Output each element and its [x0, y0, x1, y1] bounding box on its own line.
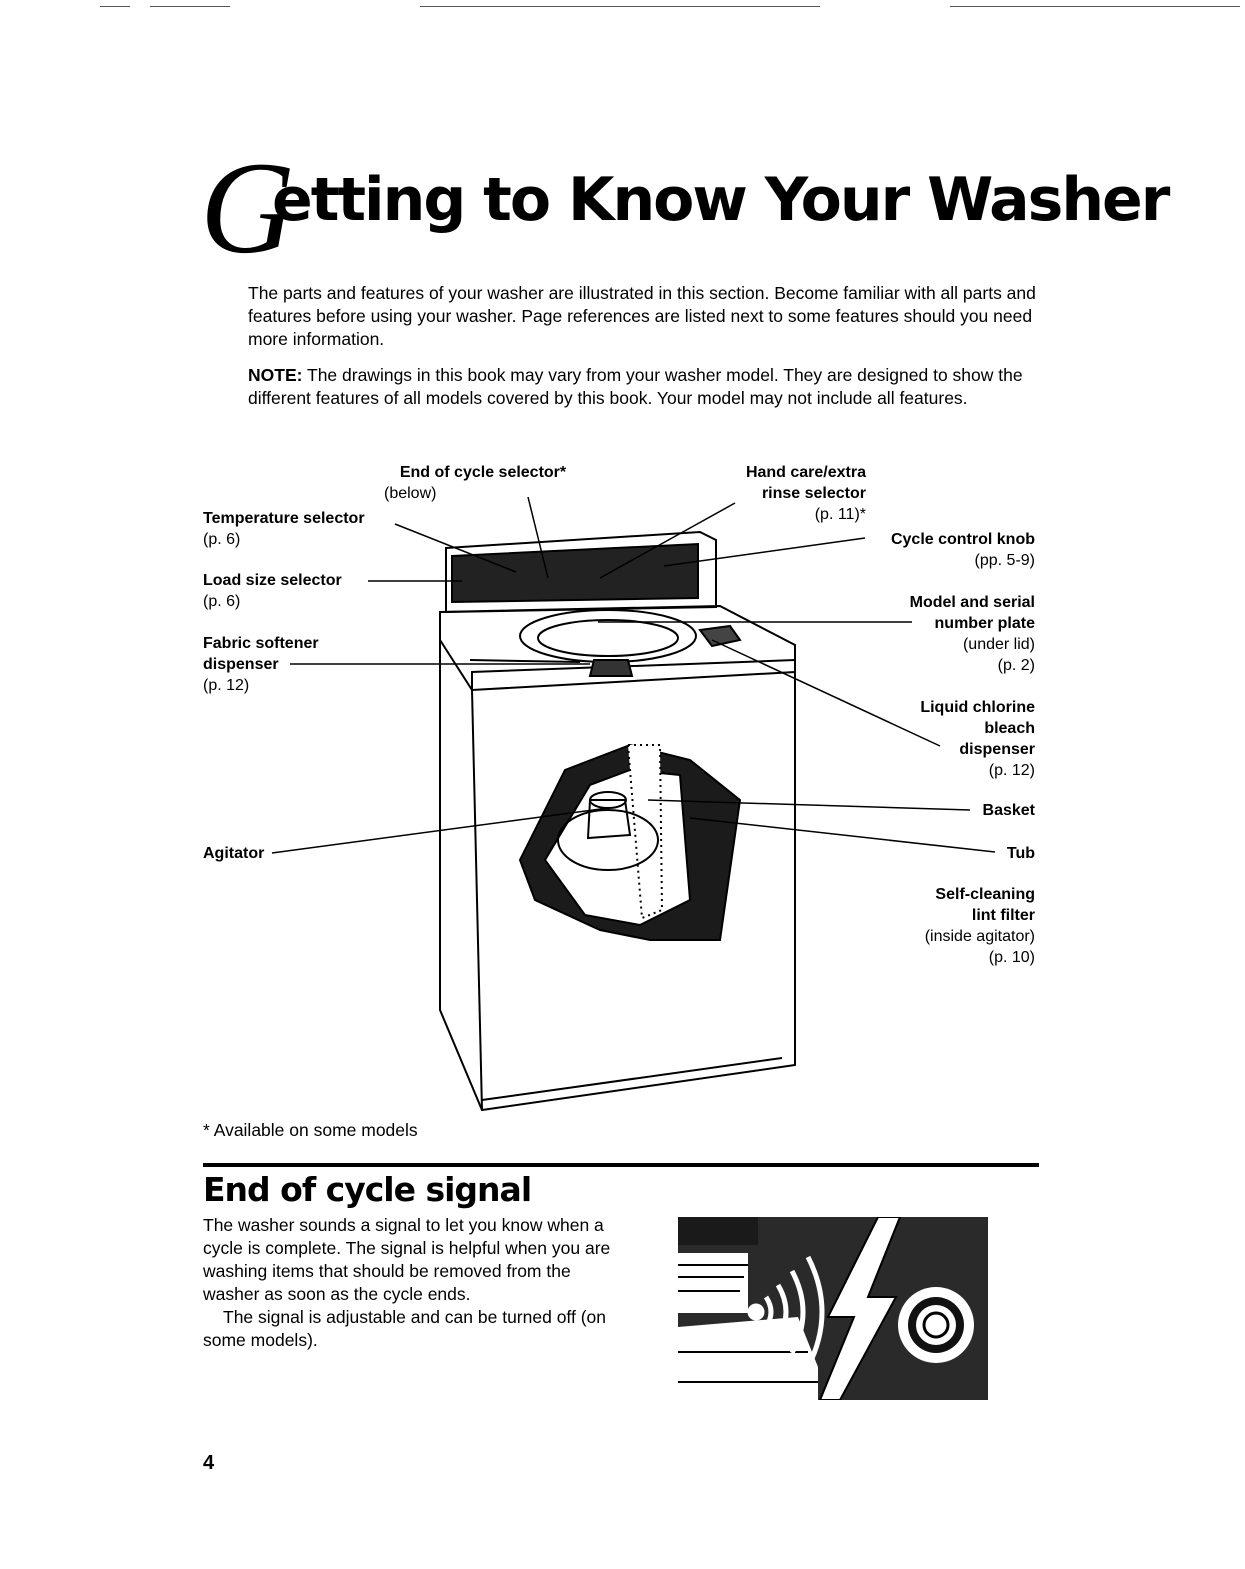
callout-name: number plate	[934, 615, 1035, 632]
section-body	[203, 1214, 623, 1352]
title-initial: G	[200, 134, 296, 281]
callout-ref: (p. 12)	[203, 677, 250, 694]
section-divider	[203, 1163, 1039, 1167]
page-number: 4	[203, 1452, 215, 1474]
intro-paragraph: The parts and features of your washer are illustrated in this section. Become familiar with all parts and features before using your washer. Page references are listed next to some features should you need more information.	[248, 283, 1036, 349]
callout-name: Self-cleaning	[935, 886, 1035, 903]
callout-name: bleach	[984, 720, 1035, 737]
callout-load-size-selector	[203, 570, 342, 612]
callout-ref: (p. 2)	[997, 657, 1035, 674]
callout-name: Cycle control knob	[890, 531, 1035, 548]
callout-liquid-chlorine-bleach-dispenser	[835, 697, 1035, 781]
callout-agitator	[203, 843, 264, 864]
callout-name: Load size selector	[203, 572, 342, 589]
console-top	[678, 1217, 758, 1245]
note-text: The drawings in this book may vary from your washer model. They are designed to show the different features of all models covered by this book. Your model may not include all features.	[248, 365, 1023, 408]
callout-name: Fabric softener	[203, 635, 319, 652]
cabinet-base	[482, 1058, 782, 1100]
callout-fabric-softener-dispenser	[203, 633, 319, 696]
section-paragraph: The signal is adjustable and can be turned off (on some models).	[203, 1307, 606, 1350]
washer-top-edge	[678, 1317, 818, 1400]
washer-top	[440, 606, 795, 690]
section-heading: End of cycle signal	[203, 1170, 532, 1209]
callout-name: Agitator	[203, 845, 265, 862]
callout-name: lint filter	[971, 907, 1035, 924]
page-title: etting to Know Your Washer	[272, 165, 1169, 235]
callout-self-cleaning-lint-filter	[835, 884, 1035, 968]
softener-tray	[470, 660, 580, 662]
callout-name: Tub	[1006, 845, 1035, 862]
callout-ref: (below)	[384, 485, 437, 502]
callout-ref: (p. 11)*	[814, 506, 866, 523]
basket-inner-ring	[538, 620, 678, 656]
callout-ref: (p. 6)	[203, 531, 241, 548]
callout-ref: (pp. 5-9)	[974, 552, 1035, 569]
basket-opening	[520, 610, 696, 662]
callout-cycle-control-knob	[835, 529, 1035, 571]
signal-knob-inner	[916, 1305, 956, 1345]
callout-name: rinse selector	[761, 485, 866, 502]
callout-ref: (p. 12)	[988, 762, 1035, 779]
callout-end-of-cycle-selector	[378, 462, 588, 504]
console-panel	[452, 544, 698, 602]
callout-name: Basket	[982, 802, 1035, 819]
agitator-cap	[590, 660, 632, 676]
callout-ref: (under lid)	[962, 636, 1035, 653]
callout-name: Temperature selector	[203, 510, 365, 527]
callout-basket	[835, 800, 1035, 821]
callout-name: dispenser	[203, 656, 279, 673]
callout-ref: (inside agitator)	[924, 928, 1035, 945]
console-face	[678, 1253, 748, 1313]
callout-ref: (p. 6)	[203, 593, 241, 610]
section-paragraph: The washer sounds a signal to let you know when a cycle is complete. The signal is helpful when you are washing items that should be removed from the washer as soon as the cycle ends.	[203, 1215, 611, 1304]
callout-model-serial-plate	[835, 592, 1035, 676]
callout-name: End of cycle selector*	[399, 464, 567, 481]
callout-name: Hand care/extra	[745, 464, 866, 481]
callout-hand-care-extra-rinse	[700, 462, 866, 525]
callout-name: Model and serial	[909, 594, 1035, 611]
callout-name: Liquid chlorine	[920, 699, 1035, 716]
cabinet-corner	[472, 690, 482, 1110]
footnote: * Available on some models	[203, 1120, 418, 1140]
callout-ref: (p. 10)	[988, 949, 1035, 966]
callout-name: dispenser	[959, 741, 1035, 758]
callout-temperature-selector	[203, 508, 365, 550]
end-of-cycle-signal-illustration	[678, 1217, 988, 1400]
callout-tub	[835, 843, 1035, 864]
note-label: NOTE:	[248, 365, 303, 385]
